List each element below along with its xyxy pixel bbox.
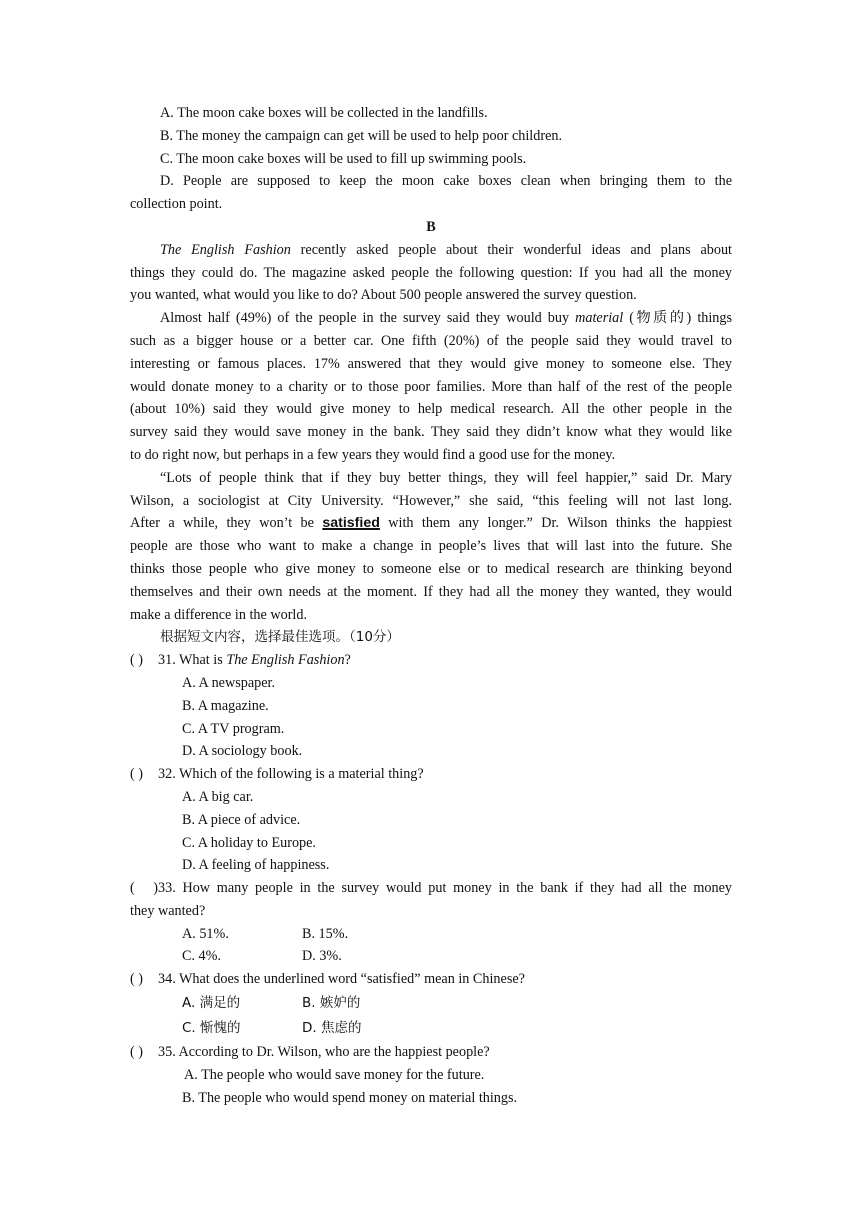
question-33-cont: they wanted? — [130, 902, 206, 919]
para2-line6: survey said they would save money in the bank. They said they didn’t know what they would like — [130, 424, 732, 441]
para2-text-b: (物质的) things — [623, 310, 733, 327]
para3-line3 — [130, 512, 732, 535]
q31-italic: The English Fashion — [226, 652, 345, 669]
question-32-text: 32. Which of the following is a material thing? — [158, 766, 424, 783]
document-page — [130, 102, 732, 1109]
option: B. A magazine. — [182, 697, 269, 714]
para2-line2: such as a bigger house or a better car. One fifth (20%) of the people said they would travel to — [130, 332, 732, 349]
para2-text-a: Almost half (49%) of the people in the survey said they would buy — [160, 310, 576, 327]
option: B. A piece of advice. — [182, 811, 301, 828]
question-34-text: 34. What does the underlined word “satisfied” mean in Chinese? — [158, 971, 525, 988]
para2-line3: interesting or famous places. 17% answered that they would give money to someone else. They — [130, 355, 732, 372]
para2-line7: to do right now, but perhaps in a few years they would find a good use for the money. — [130, 446, 616, 463]
para3-line5: thinks those people who give money to someone else or to medical research are thinking beyond — [130, 560, 732, 577]
option: C. A TV program. — [182, 720, 285, 737]
answer-blank[interactable]: ( ) — [130, 971, 143, 988]
question-33-text: 33. How many people in the survey would put money in the bank if they had all the money — [158, 880, 732, 897]
option: B. 15%. — [302, 925, 349, 942]
answer-blank[interactable]: ( ) — [130, 880, 158, 897]
para3-line2: Wilson, a sociologist at City University. “However,” she said, “this feeling will not last long. — [130, 492, 732, 509]
q31-suffix: ? — [344, 652, 351, 669]
option: A. A big car. — [182, 788, 254, 805]
underlined-word: satisfied — [322, 515, 380, 532]
paragraph-2 — [130, 307, 732, 467]
para3-line7: make a difference in the world. — [130, 606, 308, 623]
para3-line1: “Lots of people think that if they buy better things, they will feel happier,” said Dr. Mary — [160, 469, 732, 486]
option: D. 焦虑的 — [302, 1020, 362, 1037]
question-35-text: 35. According to Dr. Wilson, who are the happiest people? — [158, 1044, 490, 1061]
paragraph-1 — [130, 239, 732, 307]
answer-blank[interactable]: ( ) — [130, 766, 143, 783]
instruction: 根据短文内容，选择最佳选项。（10分） — [160, 629, 400, 646]
option: D. A sociology book. — [182, 743, 303, 760]
paragraph-3 — [130, 467, 732, 627]
question-33 — [130, 877, 732, 900]
option: A. 满足的 — [182, 995, 241, 1012]
prev-option-d: D. People are supposed to keep the moon cake boxes clean when bringing them to the — [160, 173, 732, 190]
para2-line4: would donate money to a charity or to those poor families. More than half of the rest of the people — [130, 378, 732, 395]
option-row — [130, 1016, 732, 1041]
prev-option-b: B. The money the campaign can get will be used to help poor children. — [160, 127, 563, 144]
option: D. 3%. — [302, 948, 342, 965]
prev-option-a: A. The moon cake boxes will be collected in the landfills. — [160, 105, 488, 121]
para2-line5: (about 10%) said they would give money to help medical research. All the other people in the — [130, 401, 732, 418]
option: A. 51%. — [182, 925, 229, 942]
option: A. The people who would save money for the future. — [184, 1066, 485, 1083]
para3-line4: people are those who want to make a change in people’s lives that will last into the future. She — [130, 538, 732, 555]
para1-line3: you wanted, what would you like to do? About 500 people answered the survey question. — [130, 287, 637, 304]
para1-line2: things they could do. The magazine asked people the following question: If you had all the money — [130, 264, 732, 281]
option-row — [130, 923, 732, 946]
question-34 — [130, 968, 732, 991]
option: B. 嫉妒的 — [302, 995, 361, 1012]
question-32 — [130, 763, 732, 786]
question-31 — [130, 649, 732, 672]
option-row — [130, 991, 732, 1016]
answer-blank[interactable]: ( ) — [130, 652, 143, 669]
para3-line6: themselves and their own needs at the moment. If they had all the money they wanted, they would — [130, 583, 732, 600]
option: B. The people who would spend money on material things. — [182, 1089, 518, 1106]
prev-option-c: C. The moon cake boxes will be used to fill up swimming pools. — [160, 150, 527, 167]
option: C. 4%. — [182, 948, 222, 965]
option: C. A holiday to Europe. — [182, 834, 316, 851]
option: C. 惭愧的 — [182, 1020, 241, 1037]
para2-line1 — [130, 307, 732, 330]
option-row — [130, 945, 732, 968]
material-word: material — [575, 310, 624, 327]
question-31-text — [158, 649, 351, 672]
para3-text-b: with them any longer.” Dr. Wilson thinks the happiest — [379, 515, 732, 532]
answer-blank[interactable]: ( ) — [130, 1044, 143, 1061]
prev-option-d-cont: collection point. — [130, 196, 223, 213]
para3-text-a: After a while, they won’t be — [130, 515, 323, 532]
magazine-title: The English Fashion — [160, 241, 291, 258]
q31-prefix: 31. What is — [158, 652, 227, 669]
para1-line1 — [130, 239, 732, 262]
section-label: B — [426, 218, 436, 235]
question-35 — [130, 1041, 732, 1064]
option: D. A feeling of happiness. — [182, 857, 330, 874]
para1-text: recently asked people about their wonderful ideas and plans about — [290, 241, 732, 258]
option: A. A newspaper. — [182, 674, 275, 691]
